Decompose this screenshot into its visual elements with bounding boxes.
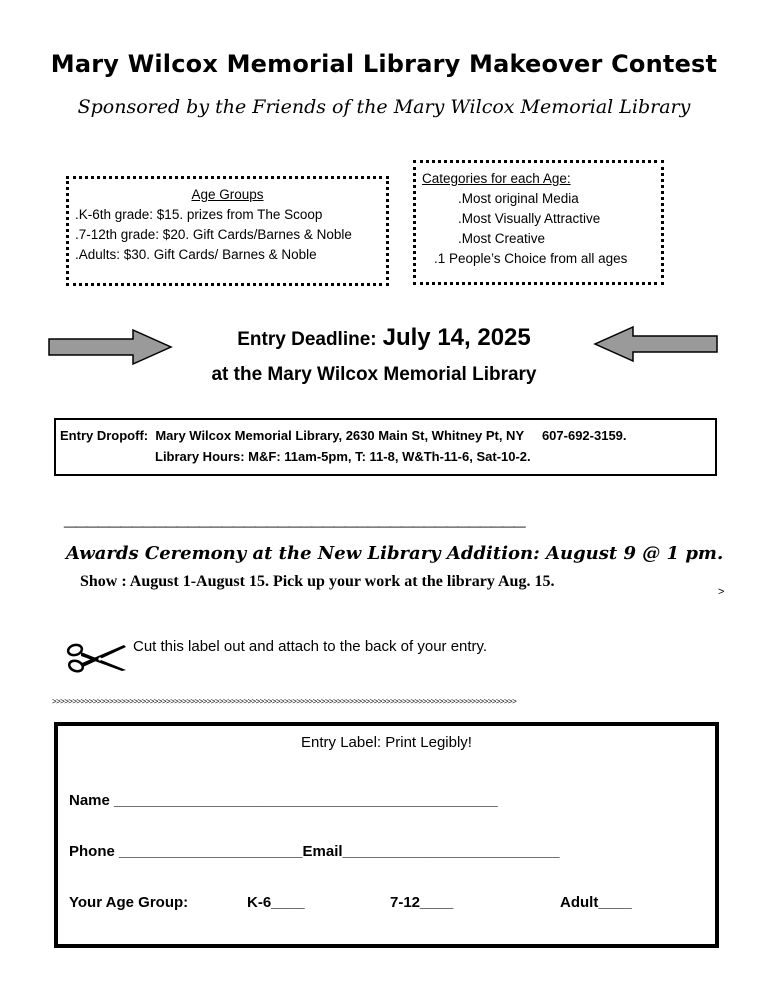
cut-instruction: Cut this label out and attach to the back of your entry. — [133, 638, 488, 655]
entry-label-box — [54, 722, 719, 948]
category-item: .Most original Media — [458, 191, 579, 206]
scissors-icon — [66, 640, 128, 676]
cut-line: >>>>>>>>>>>>>>>>>>>>>>>>>>>>>>>>>>>>>>>>>>>>>>>>>>>>>>>>>>>>>>>>>>>>>>>>>>>>>>>>>>>>>>>>>>>>>>>>>>>>>>>>>>>>>>>>>> — [52, 697, 517, 706]
deadline-location: at the Mary Wilcox Memorial Library — [211, 364, 537, 385]
age-option-adult[interactable]: Adult____ — [560, 894, 632, 911]
age-group-label: Your Age Group: — [69, 894, 189, 911]
name-field[interactable]: Name ______________________________________________ — [69, 792, 498, 809]
category-item-peoples-choice: .1 People’s Choice from all ages — [434, 251, 628, 266]
deadline-date: July 14, 2025 — [382, 324, 531, 351]
age-group-line: .7-12th grade: $20. Gift Cards/Barnes & Noble — [75, 227, 352, 242]
show-dates: Show : August 1-August 15. Pick up your work at the library Aug. 15. — [80, 573, 555, 590]
age-group-line: .K-6th grade: $15. prizes from The Scoop — [75, 207, 323, 222]
category-item: .Most Visually Attractive — [458, 211, 601, 226]
deadline-colon: : — [370, 329, 377, 350]
entry-deadline — [0, 324, 768, 352]
sponsor-line: Sponsored by the Friends of the Mary Wilcox Memorial Library — [77, 96, 691, 118]
entry-label-title: Entry Label: Print Legibly! — [301, 734, 472, 751]
dropoff-address: Entry Dropoff: Mary Wilcox Memorial Library, 2630 Main St, Whitney Pt, NY 607-692-3159. — [60, 428, 627, 443]
age-groups-heading: Age Groups — [191, 187, 264, 202]
deadline-label: Entry Deadline — [237, 329, 371, 350]
page-title: Mary Wilcox Memorial Library Makeover Contest — [50, 50, 718, 78]
age-groups-box — [66, 176, 389, 286]
dashed-divider: _________________________________________ — [64, 505, 525, 530]
dropoff-box — [54, 418, 717, 476]
phone-email-field[interactable]: Phone ______________________Email__________________________ — [69, 843, 560, 860]
age-group-line: .Adults: $30. Gift Cards/ Barnes & Noble — [75, 247, 317, 262]
category-item: .Most Creative — [458, 231, 546, 246]
age-option-7-12[interactable]: 7-12____ — [390, 894, 454, 911]
stray-mark: > — [718, 586, 725, 598]
age-option-k6[interactable]: K-6____ — [247, 894, 305, 911]
categories-heading: Categories for each Age: — [422, 171, 571, 186]
categories-box — [413, 160, 664, 285]
awards-ceremony: Awards Ceremony at the New Library Addition: August 9 @ 1 pm. — [66, 543, 724, 564]
library-hours: Library Hours: M&F: 11am-5pm, T: 11-8, W&Th-11-6, Sat-10-2. — [155, 449, 531, 464]
